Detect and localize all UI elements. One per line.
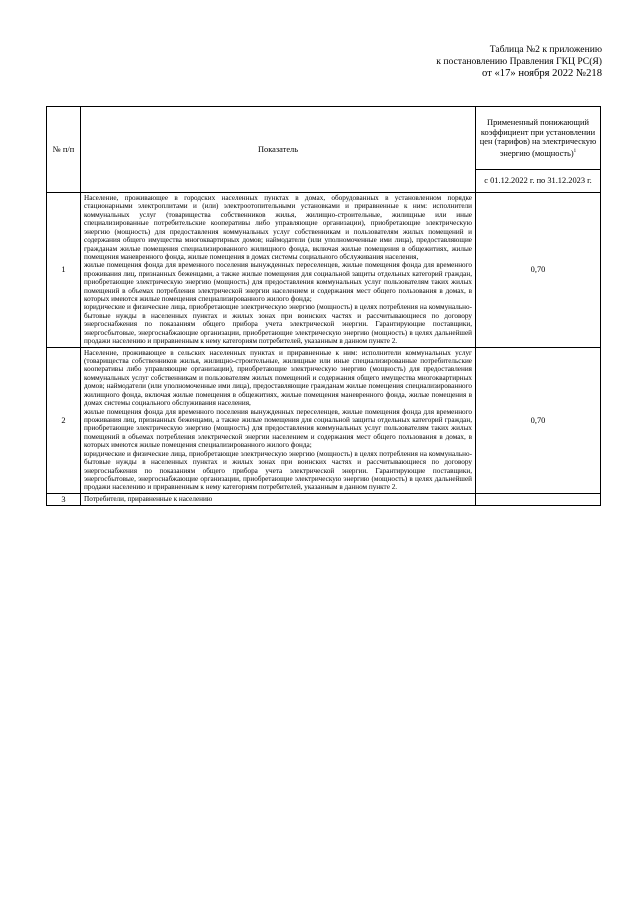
- table-row: [47, 347, 601, 493]
- coefficient-table: [46, 106, 601, 506]
- row-number: 2: [47, 347, 81, 493]
- header-line-3: от «17» ноября 2022 №218: [482, 68, 602, 79]
- row-indicator: [81, 347, 476, 493]
- row-number: 3: [47, 493, 81, 505]
- column-header-coefficient: [476, 107, 601, 170]
- row-coefficient: 0,70: [476, 193, 601, 348]
- header-line-1: Таблица №2 к приложению: [489, 44, 602, 55]
- header-line-2: к постановлению Правления ГКЦ РС(Я): [436, 56, 602, 67]
- indicator-paragraph: жилые помещения фонда для временного поселения вынужденных переселенцев, жилые помещения фонда для временного проживания лиц, признанных беженцами, а также жилые помещения для социальной защиты отдельных категорий граждан, приобретающие электрическую энергию (мощность) для предоставления коммунальных услуг пользователям таких жилых помещений в объемах потребления электрической энергии населением и содержания мест общего пользования в домах, в которых имеются жилые помещения специализированного жилого фонда;: [84, 407, 472, 450]
- column-header-indicator: Показатель: [81, 107, 476, 193]
- indicator-paragraph: жилые помещения фонда для временного поселения вынужденных переселенцев, жилые помещения фонда для временного проживания лиц, признанных беженцами, а также жилые помещения для социальной защиты отдельных категорий граждан, приобретающие электрическую энергию (мощность) для предоставления коммунальных услуг пользователям таких жилых помещений в объемах потребления электрической энергии населением и содержания мест общего пользования в домах, в которых имеются жилые помещения специализированного жилого фонда;: [84, 261, 472, 304]
- column-header-coefficient-text: Примененный понижающий коэффициент при установлении цен (тарифов) на электрическую энергию (мощность): [479, 118, 597, 158]
- row-indicator: [81, 493, 476, 505]
- indicator-paragraph: юридические и физические лица, приобретающие электрическую энергию (мощность) в целях потребления на коммунально-бытовые нужды в населенных пунктах и жилых зонах при воинских частях и рассчитывающиеся по договору энергоснабжения по показаниям общего прибора учета электрической энергии. Гарантирующие поставщики, энергосбытовые, энергоснабжающие организации, приобретающие электрическую энергию (мощность) в целях дальнейшей продажи населению и приравненным к нему категориям потребителей, указанным в данном пункте 2.: [84, 303, 472, 346]
- footnote-marker: 1: [573, 148, 577, 154]
- indicator-paragraph: юридические и физические лица, приобретающие электрическую энергию (мощность) в целях потребления на коммунально-бытовые нужды в населенных пунктах и жилых зонах при воинских частях и рассчитывающиеся по договору энергоснабжения по показаниям общего прибора учета электрической энергии. Гарантирующие поставщики, энергосбытовые, энергоснабжающие организации, приобретающие электрическую энергию (мощность) в целях дальнейшей продажи населению и приравненным к нему категориям потребителей, указанным в данном пункте 2.: [84, 449, 472, 492]
- column-header-number: № п/п: [47, 107, 81, 193]
- indicator-paragraph: Население, проживающее в городских населенных пунктах в домах, оборудованных в установленном порядке стационарными электроплитами и (или) электроотопительными установками и приравненные к ним: исполнители коммунальных услуг (товарищества собственников жилья, жилищно-строительные, жилищные или иные специализированные потребительские кооперативы либо управляющие организации), приобретающие электрическую энергию (мощность) для предоставления коммунальных услуг собственникам и пользователям жилых помещений и содержания общего имущества многоквартирных домов; наймодатели (или уполномоченные ими лица), предоставляющие гражданам жилые помещения специализированного жилищного фонда, включая жилые помещения в общежитиях, жилые помещения маневренного фонда, жилые помещения в домах системы социального обслуживания населения,: [84, 194, 472, 261]
- table-row: [47, 493, 601, 505]
- row-number: 1: [47, 193, 81, 348]
- row-indicator: [81, 193, 476, 348]
- row-coefficient: [476, 493, 601, 505]
- document-header: [436, 44, 602, 80]
- indicator-paragraph: Потребители, приравненные к населению: [84, 495, 213, 504]
- table-row: [47, 193, 601, 348]
- column-header-period: с 01.12.2022 г. по 31.12.2023 г.: [476, 170, 601, 193]
- row-coefficient: 0,70: [476, 347, 601, 493]
- indicator-paragraph: Население, проживающее в сельских населенных пунктах и приравненные к ним: исполнители коммунальных услуг (товарищества собственников жилья, жилищно-строительные, жилищные или иные специализированные потребительские кооперативы либо управляющие организации), приобретающие электрическую энергию (мощность) для предоставления коммунальных услуг собственникам и пользователям жилых помещений и содержания общего имущества многоквартирных домов; наймодатели (или уполномоченные ими лица), предоставляющие гражданам жилые помещения специализированного жилищного фонда, включая жилые помещения в общежитиях, жилые помещения маневренного фонда, жилые помещения в домах системы социального обслуживания населения,: [84, 348, 472, 408]
